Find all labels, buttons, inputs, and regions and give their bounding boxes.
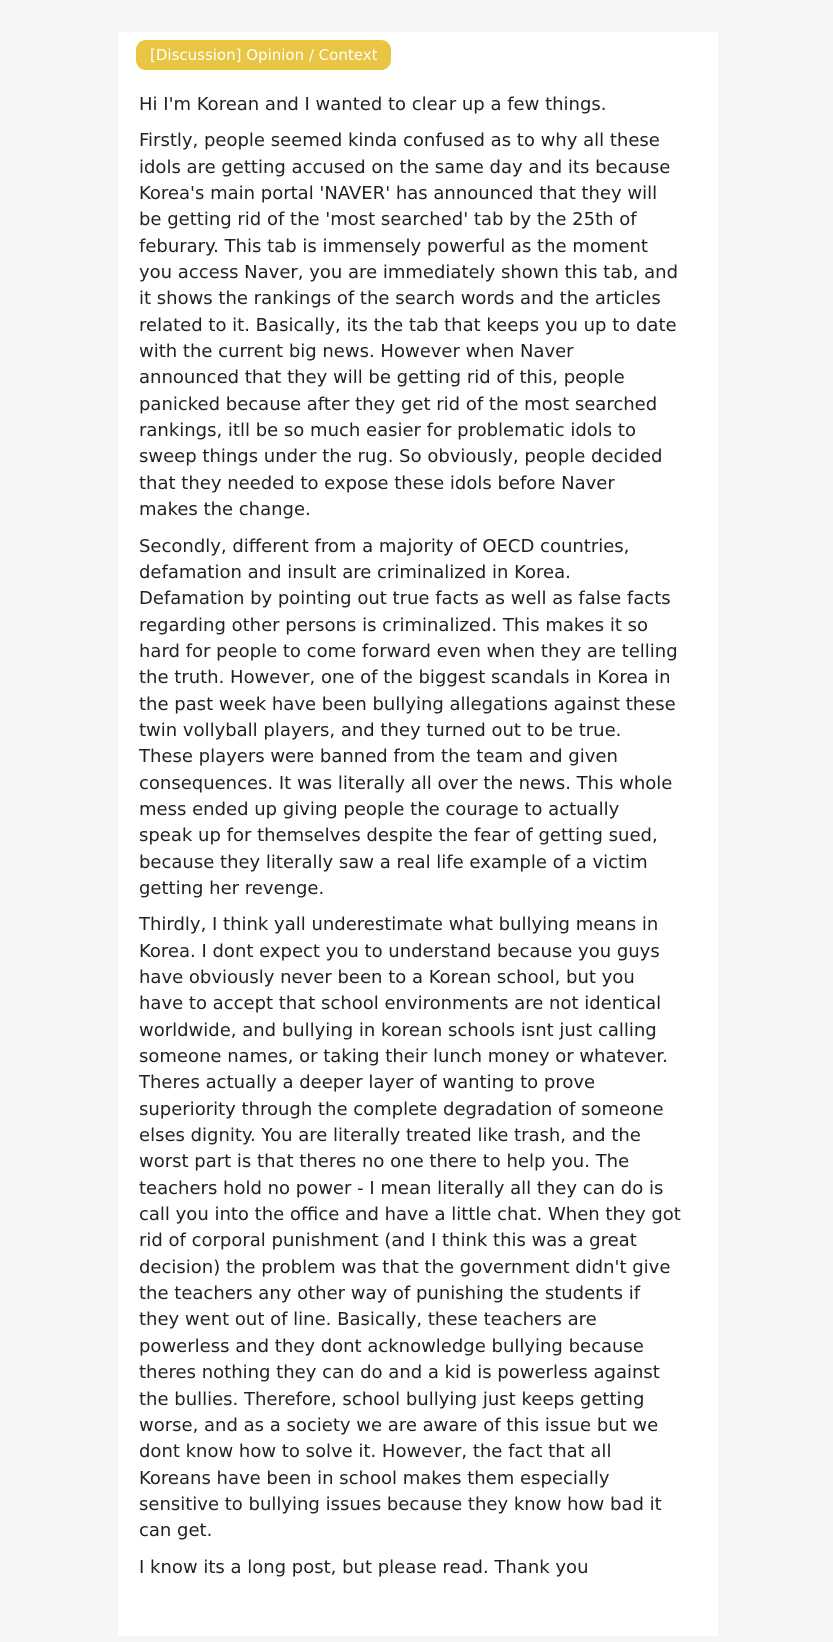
post-paragraph-thirdly: Thirdly, I think yall underestimate what bullying means in Korea. I dont expect you to understand because you guys have obviously never been to a Korean school, but you have to accept that school environments are not identical worldwide, and bullying in korean schools isnt just calling someone names, or taking their lunch money or whatever. Theres actually a deeper layer of wanting to prove superiority through the complete degradation of someone elses dignity. You are literally treated like trash, and the worst part is that theres no one there to help you. The teachers hold no power - I mean literally all they can do is call you into the office and have a little chat. When they got rid of corporal punishment (and I think this was a great decision) the problem was that the government didn't give the teachers any other way of punishing the students if they went out of line. Basically, these teachers are powerless and they dont acknowledge bullying because theres nothing they can do and a kid is powerless against the bullies. Therefore, school bullying just keeps getting worse, and as a society we are aware of this issue but we dont know how to solve it. However, the fact that all Koreans have been in school makes them especially sensitive to bullying issues because they know how bad it can get. <box>139 914 681 1542</box>
post-body <box>139 92 709 1581</box>
post-paragraph-closing: I know its a long post, but please read. Thank you <box>139 1556 589 1578</box>
post-paragraph-secondly: Secondly, different from a majority of OECD countries, defamation and insult are criminalized in Korea. Defamation by pointing out true facts as well as false facts regarding other persons is criminalized. This makes it so hard for people to come forward even when they are telling the truth. However, one of the biggest scandals in Korea in the past week have been bullying allegations against these twin vollyball players, and they turned out to be true. These players were banned from the team and given consequences. It was literally all over the news. This whole mess ended up giving people the courage to actually speak up for themselves despite the fear of getting sued, because they literally saw a real life example of a victim getting her revenge. <box>139 535 678 899</box>
post-flair-tag[interactable]: [Discussion] Opinion / Context <box>136 40 391 70</box>
post-paragraph-intro: Hi I'm Korean and I wanted to clear up a few things. <box>139 94 607 115</box>
post-paragraph-firstly: Firstly, people seemed kinda confused as to why all these idols are getting accused on the same day and its because Korea's main portal 'NAVER' has announced that they will be getting rid of the 'most searched' tab by the 25th of feburary. This tab is immensely powerful as the moment you access Naver, you are immediately shown this tab, and it shows the rankings of the search words and the articles related to it. Basically, its the tab that keeps you up to date with the current big news. However when Naver announced that they will be getting rid of this, people panicked because after they get rid of the most searched rankings, itll be so much easier for problematic idols to sweep things under the rug. So obviously, people decided that they needed to expose these idols before Naver makes the change. <box>139 130 679 521</box>
